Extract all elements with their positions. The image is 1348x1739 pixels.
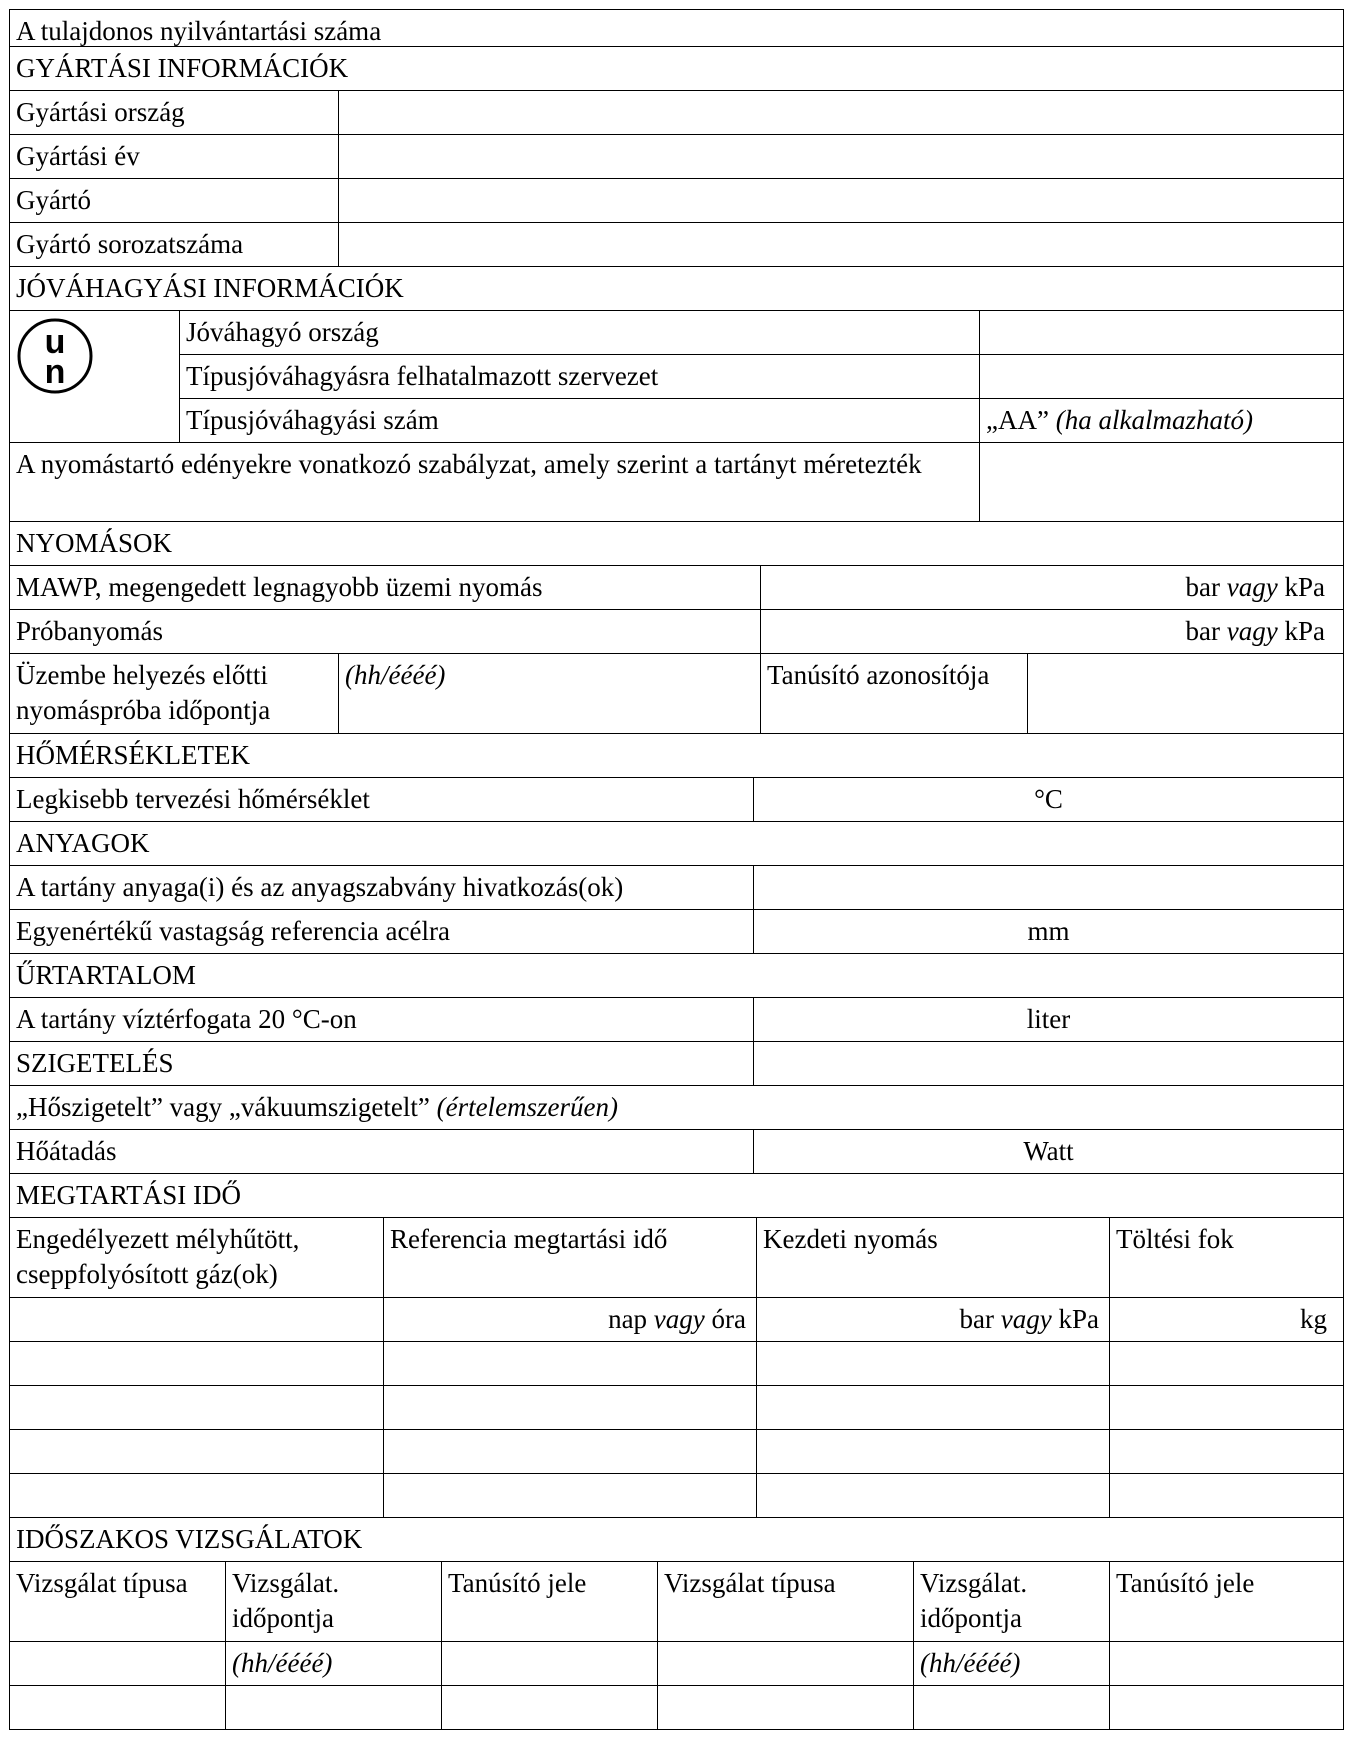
manufacturer-label: Gyártó xyxy=(9,178,339,223)
periodic-col-type-1: Vizsgálat típusa xyxy=(9,1561,226,1642)
mawp-field[interactable] xyxy=(760,565,1344,610)
materials-heading: ANYAGOK xyxy=(9,821,1344,866)
un-logo-cell xyxy=(9,310,180,443)
holding-row-2-gas[interactable] xyxy=(9,1385,384,1430)
mawp-unit-kpa: kPa xyxy=(1284,572,1325,602)
manufacturing-country-label: Gyártási ország xyxy=(9,90,339,135)
un-logo-letter-n: n xyxy=(44,353,66,391)
holding-row-3-fill[interactable] xyxy=(1109,1429,1344,1474)
unit-time-or: vagy xyxy=(653,1304,705,1334)
holding-col-initial-pressure: Kezdeti nyomás xyxy=(756,1217,1110,1298)
periodic-heading: IDŐSZAKOS VIZSGÁLATOK xyxy=(9,1517,1344,1562)
water-capacity-field[interactable] xyxy=(753,997,1344,1042)
insulation-type-row[interactable] xyxy=(9,1085,1344,1130)
thickness-field[interactable] xyxy=(753,909,1344,954)
holding-units-pressure[interactable] xyxy=(756,1297,1110,1342)
periodic-row-2-date-2[interactable] xyxy=(913,1685,1110,1730)
thickness-unit: mm xyxy=(1027,916,1070,946)
test-unit-bar: bar xyxy=(1185,616,1221,646)
periodic-row-1-date-1[interactable]: (hh/éééé) xyxy=(225,1641,442,1686)
un-logo-icon xyxy=(16,317,94,395)
holding-row-1-pressure[interactable] xyxy=(756,1341,1110,1386)
holding-col-gas: Engedélyezett mélyhűtött, cseppfolyósított gáz(ok) xyxy=(9,1217,384,1298)
mawp-label: MAWP, megengedett legnagyobb üzemi nyomás xyxy=(9,565,761,610)
periodic-col-type-2: Vizsgálat típusa xyxy=(657,1561,914,1642)
periodic-row-1-type-2[interactable] xyxy=(657,1641,914,1686)
owner-registration-label: A tulajdonos nyilvántartási száma xyxy=(9,9,1344,47)
design-code-field[interactable] xyxy=(979,442,1344,522)
test-pressure-label: Próbanyomás xyxy=(9,609,761,654)
approval-body-field[interactable] xyxy=(979,354,1344,399)
unit-kg: kg xyxy=(1300,1304,1327,1334)
periodic-row-1-type-1[interactable] xyxy=(9,1641,226,1686)
periodic-col-date-1: Vizsgálat. időpontja xyxy=(225,1561,442,1642)
serial-number-field[interactable] xyxy=(338,222,1344,267)
periodic-row-2-stamp-2[interactable] xyxy=(1109,1685,1344,1730)
approval-aa: „AA” xyxy=(986,405,1049,435)
periodic-col-date-2: Vizsgálat. időpontja xyxy=(913,1561,1110,1642)
holding-row-1-fill[interactable] xyxy=(1109,1341,1344,1386)
approval-number-field[interactable] xyxy=(979,398,1344,443)
holding-row-2-fill[interactable] xyxy=(1109,1385,1344,1430)
holding-units-time[interactable] xyxy=(383,1297,757,1342)
periodic-row-2-type-2[interactable] xyxy=(657,1685,914,1730)
heat-transfer-unit: Watt xyxy=(1023,1136,1074,1166)
temperatures-heading: HŐMÉRSÉKLETEK xyxy=(9,733,1344,778)
periodic-row-2-type-1[interactable] xyxy=(9,1685,226,1730)
unit-pressure-or: vagy xyxy=(1000,1304,1052,1334)
holding-col-filling-degree: Töltési fok xyxy=(1109,1217,1344,1298)
periodic-row-1-date-2[interactable]: (hh/éééé) xyxy=(913,1641,1110,1686)
heat-transfer-field[interactable] xyxy=(753,1129,1344,1174)
insulation-type-note: (értelemszerűen) xyxy=(436,1092,619,1122)
periodic-col-stamp-1: Tanúsító jele xyxy=(441,1561,658,1642)
manufacturer-field[interactable] xyxy=(338,178,1344,223)
manufacturing-country-field[interactable] xyxy=(338,90,1344,135)
approval-heading: JÓVÁHAGYÁSI INFORMÁCIÓK xyxy=(9,266,1344,311)
witness-id-field[interactable] xyxy=(1027,653,1344,734)
manufacturing-year-label: Gyártási év xyxy=(9,134,339,179)
approval-body-label: Típusjóváhagyásra felhatalmazott szervezet xyxy=(179,354,980,399)
holding-row-3-pressure[interactable] xyxy=(756,1429,1110,1474)
initial-test-date-field[interactable]: (hh/éééé) xyxy=(338,653,761,734)
serial-number-label: Gyártó sorozatszáma xyxy=(9,222,339,267)
holding-col-reference-time: Referencia megtartási idő xyxy=(383,1217,757,1298)
test-pressure-field[interactable] xyxy=(760,609,1344,654)
min-design-temp-label: Legkisebb tervezési hőmérséklet xyxy=(9,777,754,822)
design-code-label: A nyomástartó edényekre vonatkozó szabályzat, amely szerint a tartányt méretezték xyxy=(9,442,980,522)
insulation-field[interactable] xyxy=(753,1041,1344,1086)
capacity-heading: ŰRTARTALOM xyxy=(9,953,1344,998)
unit-hour: óra xyxy=(711,1304,746,1334)
initial-test-label: Üzembe helyezés előtti nyomáspróba időpontja xyxy=(9,653,339,734)
unit-bar: bar xyxy=(959,1304,995,1334)
periodic-col-stamp-2: Tanúsító jele xyxy=(1109,1561,1344,1642)
periodic-row-1-stamp-2[interactable] xyxy=(1109,1641,1344,1686)
holding-heading: MEGTARTÁSI IDŐ xyxy=(9,1173,1344,1218)
holding-row-3-time[interactable] xyxy=(383,1429,757,1474)
pressures-heading: NYOMÁSOK xyxy=(9,521,1344,566)
water-capacity-label: A tartány víztérfogata 20 °C-on xyxy=(9,997,754,1042)
holding-row-4-gas[interactable] xyxy=(9,1473,384,1518)
periodic-row-1-stamp-1[interactable] xyxy=(441,1641,658,1686)
test-unit-kpa: kPa xyxy=(1284,616,1325,646)
mawp-unit-or: vagy xyxy=(1226,572,1278,602)
unit-day: nap xyxy=(608,1304,648,1334)
heat-transfer-label: Hőátadás xyxy=(9,1129,754,1174)
capacity-unit: liter xyxy=(1026,1004,1071,1034)
approval-country-label: Jóváhagyó ország xyxy=(179,310,980,355)
holding-row-4-time[interactable] xyxy=(383,1473,757,1518)
approval-number-label: Típusjóváhagyási szám xyxy=(179,398,980,443)
periodic-row-2-stamp-1[interactable] xyxy=(441,1685,658,1730)
approval-aa-note: (ha alkalmazható) xyxy=(1055,405,1253,435)
holding-row-4-pressure[interactable] xyxy=(756,1473,1110,1518)
un-logo-letter-u: u xyxy=(44,323,66,361)
mawp-unit-bar: bar xyxy=(1185,572,1221,602)
holding-row-2-pressure[interactable] xyxy=(756,1385,1110,1430)
material-field[interactable] xyxy=(753,865,1344,910)
thickness-label: Egyenértékű vastagság referencia acélra xyxy=(9,909,754,954)
manufacturing-year-field[interactable] xyxy=(338,134,1344,179)
manufacturing-heading: GYÁRTÁSI INFORMÁCIÓK xyxy=(9,46,1344,91)
test-unit-or: vagy xyxy=(1226,616,1278,646)
material-label: A tartány anyaga(i) és az anyagszabvány hivatkozás(ok) xyxy=(9,865,754,910)
insulation-type-label: „Hőszigetelt” vagy „vákuumszigetelt” xyxy=(16,1092,430,1122)
approval-country-field[interactable] xyxy=(979,310,1344,355)
periodic-row-2-date-1[interactable] xyxy=(225,1685,442,1730)
form xyxy=(9,9,1344,1737)
holding-row-1-time[interactable] xyxy=(383,1341,757,1386)
witness-id-label: Tanúsító azonosítója xyxy=(760,653,1028,734)
holding-units-fill[interactable] xyxy=(1109,1297,1344,1342)
temp-unit: °C xyxy=(1034,784,1063,814)
insulation-heading: SZIGETELÉS xyxy=(9,1041,754,1086)
min-design-temp-field[interactable] xyxy=(753,777,1344,822)
holding-row-3-gas[interactable] xyxy=(9,1429,384,1474)
holding-units-gas[interactable] xyxy=(9,1297,384,1342)
holding-row-4-fill[interactable] xyxy=(1109,1473,1344,1518)
unit-kpa: kPa xyxy=(1058,1304,1099,1334)
holding-row-2-time[interactable] xyxy=(383,1385,757,1430)
holding-row-1-gas[interactable] xyxy=(9,1341,384,1386)
